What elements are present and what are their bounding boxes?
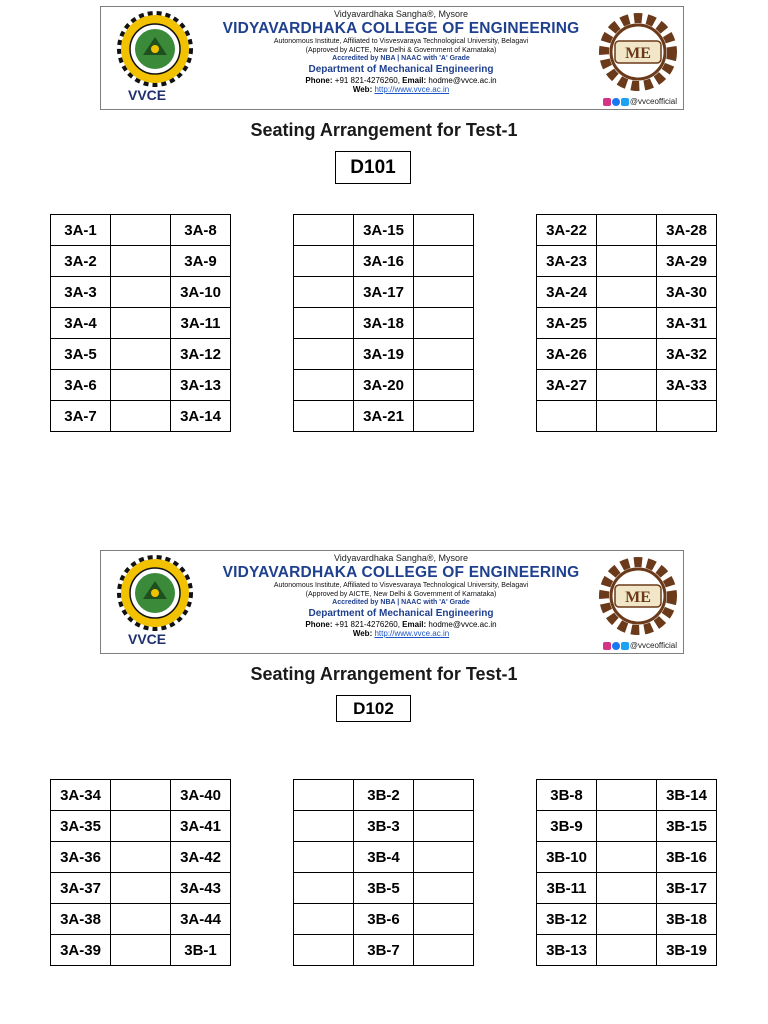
facebook-icon — [612, 98, 620, 106]
email-address: hodme@vvce.ac.in — [428, 619, 497, 629]
seat-cell — [597, 215, 657, 246]
room-label-2: D102 — [336, 695, 411, 722]
seat-cell: 3A-41 — [171, 811, 231, 842]
phone-label: Phone: — [305, 619, 333, 629]
seat-cell — [294, 811, 354, 842]
accreditation-line: Accredited by NBA | NAAC with 'A' Grade — [332, 55, 470, 63]
seat-cell — [597, 401, 657, 432]
seat-cell — [414, 935, 474, 966]
table-row — [51, 308, 231, 339]
seat-cell — [414, 842, 474, 873]
seat-cell — [294, 308, 354, 339]
seat-cell: 3B-12 — [537, 904, 597, 935]
website-link[interactable]: http://www.vvce.ac.in — [374, 85, 450, 95]
seat-cell: 3A-37 — [51, 873, 111, 904]
seat-cell: 3B-5 — [354, 873, 414, 904]
seat-cell: 3A-16 — [354, 246, 414, 277]
seat-cell — [294, 780, 354, 811]
seat-cell: 3A-11 — [171, 308, 231, 339]
table-row — [537, 811, 717, 842]
seat-cell — [597, 873, 657, 904]
web-label: Web: — [352, 85, 373, 95]
seat-cell — [111, 401, 171, 432]
instagram-icon — [603, 98, 611, 106]
logo-caption: VVCE — [128, 87, 167, 103]
seating-block-2b — [293, 779, 474, 966]
seat-cell — [597, 780, 657, 811]
seat-cell: 3B-3 — [354, 811, 414, 842]
seat-cell: 3A-17 — [354, 277, 414, 308]
table-row — [51, 215, 231, 246]
email-label: Email: — [402, 75, 427, 85]
seat-cell — [414, 401, 474, 432]
seat-cell: 3A-4 — [51, 308, 111, 339]
seat-cell: 3A-8 — [171, 215, 231, 246]
seat-cell — [111, 873, 171, 904]
seat-cell — [414, 780, 474, 811]
table-row — [294, 873, 474, 904]
seat-cell — [597, 246, 657, 277]
table-row — [294, 339, 474, 370]
seating-block-1a — [50, 214, 231, 432]
table-row — [51, 401, 231, 432]
table-row — [537, 339, 717, 370]
accreditation-line: Accredited by NBA | NAAC with 'A' Grade — [332, 599, 470, 607]
seat-cell: 3A-36 — [51, 842, 111, 873]
seat-cell: 3A-18 — [354, 308, 414, 339]
seat-cell — [294, 873, 354, 904]
seat-cell: 3A-25 — [537, 308, 597, 339]
seat-cell: 3A-24 — [537, 277, 597, 308]
seat-cell: 3B-4 — [354, 842, 414, 873]
seat-cell — [597, 308, 657, 339]
table-row — [537, 401, 717, 432]
table-row — [537, 904, 717, 935]
table-row — [537, 246, 717, 277]
social-handle: @vvceofficial — [629, 641, 677, 650]
table-row — [537, 308, 717, 339]
seat-cell: 3A-31 — [657, 308, 717, 339]
table-row — [294, 904, 474, 935]
seat-cell — [414, 246, 474, 277]
phone-number: +91 821-4276260, — [334, 75, 400, 85]
seat-cell: 3B-9 — [537, 811, 597, 842]
seat-cell: 3A-40 — [171, 780, 231, 811]
seat-cell — [657, 401, 717, 432]
seat-cell: 3B-2 — [354, 780, 414, 811]
social-handle: @vvceofficial — [629, 97, 677, 106]
seat-cell — [597, 811, 657, 842]
table-row — [51, 935, 231, 966]
seat-cell — [111, 277, 171, 308]
seat-cell: 3B-18 — [657, 904, 717, 935]
seat-cell — [111, 842, 171, 873]
sangha-name: Vidyavardhaka Sangha®, Mysore — [333, 9, 469, 19]
seat-cell — [111, 935, 171, 966]
seat-cell: 3A-44 — [171, 904, 231, 935]
table-row — [294, 246, 474, 277]
social-handles — [603, 97, 677, 106]
seat-cell: 3A-32 — [657, 339, 717, 370]
table-row — [294, 308, 474, 339]
web-label: Web: — [352, 629, 373, 639]
table-row — [294, 401, 474, 432]
table-row — [51, 780, 231, 811]
college-letterhead — [100, 6, 684, 110]
seating-block-1b — [293, 214, 474, 432]
seat-cell — [597, 277, 657, 308]
seat-cell — [537, 401, 597, 432]
seat-cell — [294, 842, 354, 873]
seat-cell — [414, 370, 474, 401]
seat-cell — [111, 370, 171, 401]
dept-logo-text: ME — [625, 45, 651, 62]
contact-line — [201, 76, 601, 86]
seat-cell — [294, 401, 354, 432]
seat-cell: 3A-27 — [537, 370, 597, 401]
seat-cell — [294, 215, 354, 246]
table-row — [537, 277, 717, 308]
seat-cell — [597, 935, 657, 966]
seat-cell: 3A-2 — [51, 246, 111, 277]
seat-cell — [294, 904, 354, 935]
seating-block-2a — [50, 779, 231, 966]
seat-cell: 3A-39 — [51, 935, 111, 966]
web-line — [201, 85, 601, 95]
seat-cell: 3A-26 — [537, 339, 597, 370]
college-name: VIDYAVARDHAKA COLLEGE OF ENGINEERING — [222, 563, 580, 581]
seat-cell: 3B-7 — [354, 935, 414, 966]
seat-cell: 3B-13 — [537, 935, 597, 966]
seat-cell: 3A-21 — [354, 401, 414, 432]
seat-cell: 3A-30 — [657, 277, 717, 308]
seat-cell: 3B-11 — [537, 873, 597, 904]
college-name: VIDYAVARDHAKA COLLEGE OF ENGINEERING — [222, 19, 580, 37]
seat-cell — [111, 339, 171, 370]
seat-cell — [111, 215, 171, 246]
facebook-icon — [612, 642, 620, 650]
seat-cell — [111, 246, 171, 277]
seating-block-2c — [536, 779, 717, 966]
seat-cell: 3B-1 — [171, 935, 231, 966]
seat-cell: 3A-9 — [171, 246, 231, 277]
table-row — [537, 780, 717, 811]
seat-cell — [597, 904, 657, 935]
table-row — [294, 277, 474, 308]
letterhead-text — [201, 553, 601, 639]
section-title-2: Seating Arrangement for Test-1 — [250, 664, 518, 684]
website-link[interactable]: http://www.vvce.ac.in — [374, 629, 450, 639]
table-row — [537, 842, 717, 873]
seat-cell — [414, 811, 474, 842]
table-row — [294, 935, 474, 966]
seat-cell — [294, 339, 354, 370]
seat-cell: 3B-8 — [537, 780, 597, 811]
department-name: Department of Mechanical Engineering — [308, 607, 494, 619]
seat-cell: 3A-3 — [51, 277, 111, 308]
seat-cell: 3A-14 — [171, 401, 231, 432]
email-address: hodme@vvce.ac.in — [428, 75, 497, 85]
seat-cell: 3A-38 — [51, 904, 111, 935]
seat-cell: 3A-33 — [657, 370, 717, 401]
seat-cell: 3A-22 — [537, 215, 597, 246]
table-row — [51, 246, 231, 277]
seat-cell — [294, 277, 354, 308]
table-row — [51, 873, 231, 904]
seat-cell: 3A-10 — [171, 277, 231, 308]
seat-cell — [597, 370, 657, 401]
seat-cell: 3A-6 — [51, 370, 111, 401]
table-row — [294, 370, 474, 401]
table-row — [51, 339, 231, 370]
seat-cell: 3B-15 — [657, 811, 717, 842]
seat-cell — [111, 308, 171, 339]
table-row — [51, 370, 231, 401]
social-handles — [603, 641, 677, 650]
seat-cell — [294, 935, 354, 966]
room-label-1: D101 — [335, 151, 411, 184]
seat-cell: 3A-13 — [171, 370, 231, 401]
email-label: Email: — [402, 619, 427, 629]
seat-cell: 3A-23 — [537, 246, 597, 277]
table-row — [537, 873, 717, 904]
seat-cell: 3B-16 — [657, 842, 717, 873]
table-row — [537, 935, 717, 966]
college-letterhead-2 — [100, 550, 684, 654]
web-line — [201, 629, 601, 639]
seating-block-1c — [536, 214, 717, 432]
seat-cell — [414, 308, 474, 339]
letterhead-text — [201, 9, 601, 95]
seat-cell: 3B-14 — [657, 780, 717, 811]
twitter-icon — [621, 642, 629, 650]
seat-cell: 3A-42 — [171, 842, 231, 873]
seat-cell — [597, 842, 657, 873]
affiliation-line: Autonomous Institute, Affiliated to Visvesvaraya Technological University, Belagavi — [273, 582, 529, 590]
table-row — [537, 370, 717, 401]
seat-cell: 3B-6 — [354, 904, 414, 935]
table-row — [294, 842, 474, 873]
phone-label: Phone: — [305, 75, 333, 85]
table-row — [51, 811, 231, 842]
dept-logo-text: ME — [625, 589, 651, 606]
seat-cell: 3A-34 — [51, 780, 111, 811]
table-row — [294, 215, 474, 246]
seat-cell: 3A-35 — [51, 811, 111, 842]
seat-cell — [111, 811, 171, 842]
seat-cell — [294, 246, 354, 277]
seat-cell: 3B-17 — [657, 873, 717, 904]
seat-cell: 3A-7 — [51, 401, 111, 432]
phone-number: +91 821-4276260, — [334, 619, 400, 629]
table-row — [294, 780, 474, 811]
seat-cell: 3A-19 — [354, 339, 414, 370]
seat-cell: 3A-29 — [657, 246, 717, 277]
approval-line: (Approved by AICTE, New Delhi & Government of Karnataka) — [305, 590, 497, 598]
sangha-name: Vidyavardhaka Sangha®, Mysore — [333, 553, 469, 563]
twitter-icon — [621, 98, 629, 106]
approval-line: (Approved by AICTE, New Delhi & Government of Karnataka) — [305, 46, 497, 54]
seat-cell: 3A-1 — [51, 215, 111, 246]
affiliation-line: Autonomous Institute, Affiliated to Visvesvaraya Technological University, Belagavi — [273, 38, 529, 46]
seat-cell — [414, 215, 474, 246]
seat-cell — [414, 873, 474, 904]
seat-cell: 3A-28 — [657, 215, 717, 246]
table-row — [537, 215, 717, 246]
table-row — [51, 904, 231, 935]
department-name: Department of Mechanical Engineering — [308, 63, 494, 75]
seat-cell: 3A-43 — [171, 873, 231, 904]
seat-cell — [414, 904, 474, 935]
table-row — [51, 842, 231, 873]
seat-cell — [414, 339, 474, 370]
logo-caption: VVCE — [128, 631, 167, 647]
table-row — [51, 277, 231, 308]
seat-cell — [111, 780, 171, 811]
seat-cell — [294, 370, 354, 401]
seat-cell: 3B-10 — [537, 842, 597, 873]
seat-cell: 3A-12 — [171, 339, 231, 370]
seat-cell: 3A-20 — [354, 370, 414, 401]
mechanical-gear-icon — [597, 555, 679, 637]
mechanical-gear-icon — [597, 11, 679, 93]
instagram-icon — [603, 642, 611, 650]
section-title-1: Seating Arrangement for Test-1 — [250, 120, 518, 140]
seat-cell — [597, 339, 657, 370]
contact-line — [201, 620, 601, 630]
seat-cell — [414, 277, 474, 308]
seat-cell — [111, 904, 171, 935]
seat-cell: 3B-19 — [657, 935, 717, 966]
seat-cell: 3A-15 — [354, 215, 414, 246]
table-row — [294, 811, 474, 842]
seat-cell: 3A-5 — [51, 339, 111, 370]
